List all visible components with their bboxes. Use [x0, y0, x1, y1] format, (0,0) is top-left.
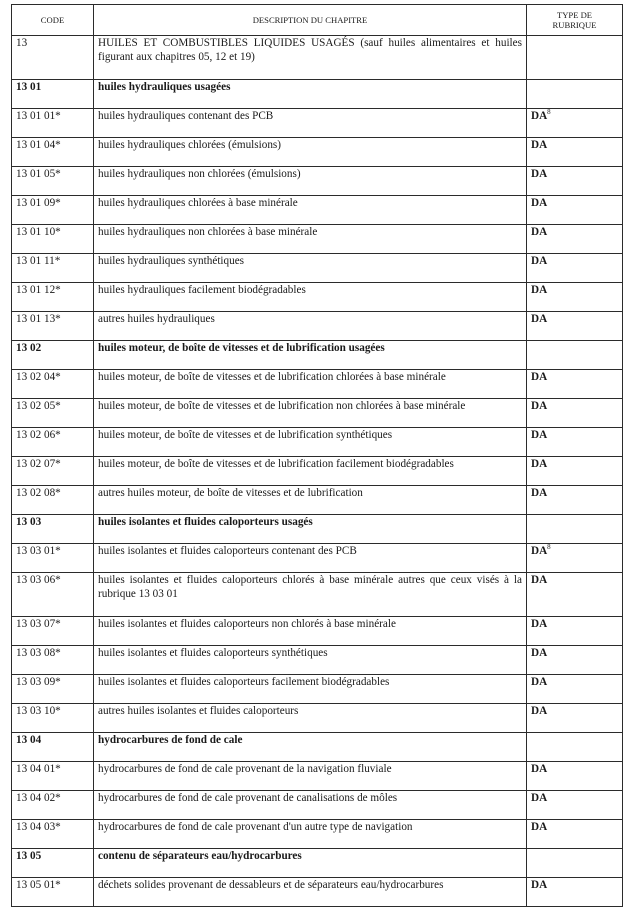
row-type: [527, 486, 623, 515]
row-type-value: DA: [531, 255, 548, 267]
table-row: [12, 646, 623, 675]
row-type: [527, 283, 623, 312]
header-type-line2: RUBRIQUE: [552, 20, 597, 30]
row-type: [527, 341, 623, 370]
row-type-value: DA: [531, 197, 548, 209]
table-row: [12, 138, 623, 167]
row-type-value: DA: [531, 545, 548, 557]
footnote-marker: 8: [547, 543, 551, 551]
table-row: [12, 428, 623, 457]
table-row: [12, 109, 623, 138]
row-type: [527, 428, 623, 457]
row-code: 13 03 08*: [12, 646, 94, 675]
table-row: [12, 617, 623, 646]
row-description: huiles moteur, de boîte de vitesses et de lubrification chlorées à base minérale: [94, 370, 527, 399]
row-description: huiles hydrauliques non chlorées (émulsions): [94, 167, 527, 196]
table-row: [12, 486, 623, 515]
row-type: [527, 762, 623, 791]
footnote-marker: 8: [547, 108, 551, 116]
table-row: [12, 762, 623, 791]
row-code: 13 01 13*: [12, 312, 94, 341]
table-row: [12, 544, 623, 573]
row-type-value: DA: [531, 371, 548, 383]
table-row: [12, 196, 623, 225]
row-code: 13 03 06*: [12, 573, 94, 617]
row-type: [527, 791, 623, 820]
row-code: 13 04 01*: [12, 762, 94, 791]
row-description: huiles isolantes et fluides caloporteurs synthétiques: [94, 646, 527, 675]
row-type: [527, 617, 623, 646]
row-type-value: DA: [531, 705, 548, 717]
row-type: [527, 225, 623, 254]
waste-code-table: [11, 4, 623, 907]
row-code: 13 02 04*: [12, 370, 94, 399]
row-type-value: DA: [531, 226, 548, 238]
row-type: [527, 36, 623, 80]
row-code: 13: [12, 36, 94, 80]
row-description: huiles hydrauliques contenant des PCB: [94, 109, 527, 138]
row-type-value: DA: [531, 647, 548, 659]
table-row: [12, 675, 623, 704]
row-code: 13 01 04*: [12, 138, 94, 167]
row-code: 13 01 12*: [12, 283, 94, 312]
row-description: huiles isolantes et fluides caloporteurs chlorés à base minérale autres que ceux visés à la rubrique 13 03 01: [94, 573, 527, 617]
row-code: 13 01 01*: [12, 109, 94, 138]
subchapter-row: [12, 733, 623, 762]
row-code: 13 02 08*: [12, 486, 94, 515]
row-type: [527, 167, 623, 196]
row-code: 13 03 07*: [12, 617, 94, 646]
table-header-row: [12, 5, 623, 36]
chapter-row: [12, 36, 623, 80]
row-description: huiles hydrauliques chlorées à base minérale: [94, 196, 527, 225]
row-type: [527, 312, 623, 341]
table-row: [12, 878, 623, 907]
table-row: [12, 399, 623, 428]
row-type: [527, 544, 623, 573]
row-code: 13 02 07*: [12, 457, 94, 486]
row-type-value: DA: [531, 792, 548, 804]
row-description: autres huiles hydrauliques: [94, 312, 527, 341]
row-description: huiles moteur, de boîte de vitesses et de lubrification facilement biodégradables: [94, 457, 527, 486]
header-type-line1: TYPE DE: [556, 10, 593, 20]
header-type: [527, 5, 623, 36]
table-row: [12, 167, 623, 196]
row-type: [527, 109, 623, 138]
row-type: [527, 849, 623, 878]
row-type-value: DA: [531, 821, 548, 833]
row-type-value: DA: [531, 313, 548, 325]
row-code: 13 04: [12, 733, 94, 762]
row-description: huiles isolantes et fluides caloporteurs facilement biodégradables: [94, 675, 527, 704]
row-type: [527, 457, 623, 486]
row-description: hydrocarbures de fond de cale: [94, 733, 527, 762]
row-description: hydrocarbures de fond de cale provenant de canalisations de môles: [94, 791, 527, 820]
row-description: déchets solides provenant de dessableurs et de séparateurs eau/hydrocarbures: [94, 878, 527, 907]
table-row: [12, 312, 623, 341]
row-code: 13 05: [12, 849, 94, 878]
row-type: [527, 138, 623, 167]
header-description: DESCRIPTION DU CHAPITRE: [94, 5, 527, 36]
subchapter-row: [12, 341, 623, 370]
row-type: [527, 704, 623, 733]
row-description: autres huiles moteur, de boîte de vitesses et de lubrification: [94, 486, 527, 515]
table-row: [12, 457, 623, 486]
row-code: 13 01: [12, 80, 94, 109]
row-type: [527, 733, 623, 762]
table-row: [12, 704, 623, 733]
row-type-value: DA: [531, 879, 548, 891]
row-code: 13 05 01*: [12, 878, 94, 907]
row-code: 13 03 09*: [12, 675, 94, 704]
subchapter-row: [12, 515, 623, 544]
row-description: hydrocarbures de fond de cale provenant de la navigation fluviale: [94, 762, 527, 791]
row-description: huiles hydrauliques chlorées (émulsions): [94, 138, 527, 167]
row-type: [527, 675, 623, 704]
subchapter-row: [12, 80, 623, 109]
row-description: huiles isolantes et fluides caloporteurs usagés: [94, 515, 527, 544]
row-code: 13 02: [12, 341, 94, 370]
row-type: [527, 573, 623, 617]
row-description: huiles isolantes et fluides caloporteurs contenant des PCB: [94, 544, 527, 573]
table-row: [12, 791, 623, 820]
row-description: huiles hydrauliques non chlorées à base minérale: [94, 225, 527, 254]
row-type-value: DA: [531, 139, 548, 151]
row-type-value: DA: [531, 574, 548, 586]
subchapter-row: [12, 849, 623, 878]
row-code: 13 01 11*: [12, 254, 94, 283]
row-code: 13 03 10*: [12, 704, 94, 733]
row-description: HUILES ET COMBUSTIBLES LIQUIDES USAGÉS (sauf huiles alimentaires et huiles figurant aux chapitres 05, 12 et 19): [94, 36, 527, 80]
table-row: [12, 254, 623, 283]
table-row: [12, 283, 623, 312]
row-type: [527, 646, 623, 675]
row-code: 13 04 03*: [12, 820, 94, 849]
table-row: [12, 820, 623, 849]
row-description: huiles hydrauliques facilement biodégradables: [94, 283, 527, 312]
table-row: [12, 573, 623, 617]
row-code: 13 01 09*: [12, 196, 94, 225]
row-code: 13 03: [12, 515, 94, 544]
row-description: huiles moteur, de boîte de vitesses et de lubrification non chlorées à base minérale: [94, 399, 527, 428]
row-description: huiles moteur, de boîte de vitesses et de lubrification synthétiques: [94, 428, 527, 457]
row-description: huiles hydrauliques usagées: [94, 80, 527, 109]
row-type-value: DA: [531, 458, 548, 470]
row-type: [527, 878, 623, 907]
row-code: 13 01 10*: [12, 225, 94, 254]
row-type: [527, 820, 623, 849]
row-code: 13 02 06*: [12, 428, 94, 457]
row-type: [527, 399, 623, 428]
header-code: CODE: [12, 5, 94, 36]
row-description: huiles hydrauliques synthétiques: [94, 254, 527, 283]
row-type: [527, 254, 623, 283]
row-type-value: DA: [531, 429, 548, 441]
row-type-value: DA: [531, 168, 548, 180]
table-row: [12, 370, 623, 399]
row-description: huiles isolantes et fluides caloporteurs non chlorés à base minérale: [94, 617, 527, 646]
row-type-value: DA: [531, 284, 548, 296]
row-code: 13 01 05*: [12, 167, 94, 196]
row-description: hydrocarbures de fond de cale provenant d'un autre type de navigation: [94, 820, 527, 849]
row-type-value: DA: [531, 763, 548, 775]
table-row: [12, 225, 623, 254]
row-type-value: DA: [531, 110, 548, 122]
row-type-value: DA: [531, 487, 548, 499]
row-code: 13 04 02*: [12, 791, 94, 820]
row-type: [527, 196, 623, 225]
row-description: autres huiles isolantes et fluides caloporteurs: [94, 704, 527, 733]
row-type-value: DA: [531, 676, 548, 688]
row-type-value: DA: [531, 400, 548, 412]
row-type: [527, 370, 623, 399]
row-description: huiles moteur, de boîte de vitesses et de lubrification usagées: [94, 341, 527, 370]
row-type: [527, 80, 623, 109]
row-type: [527, 515, 623, 544]
row-code: 13 03 01*: [12, 544, 94, 573]
row-code: 13 02 05*: [12, 399, 94, 428]
row-description: contenu de séparateurs eau/hydrocarbures: [94, 849, 527, 878]
row-type-value: DA: [531, 618, 548, 630]
